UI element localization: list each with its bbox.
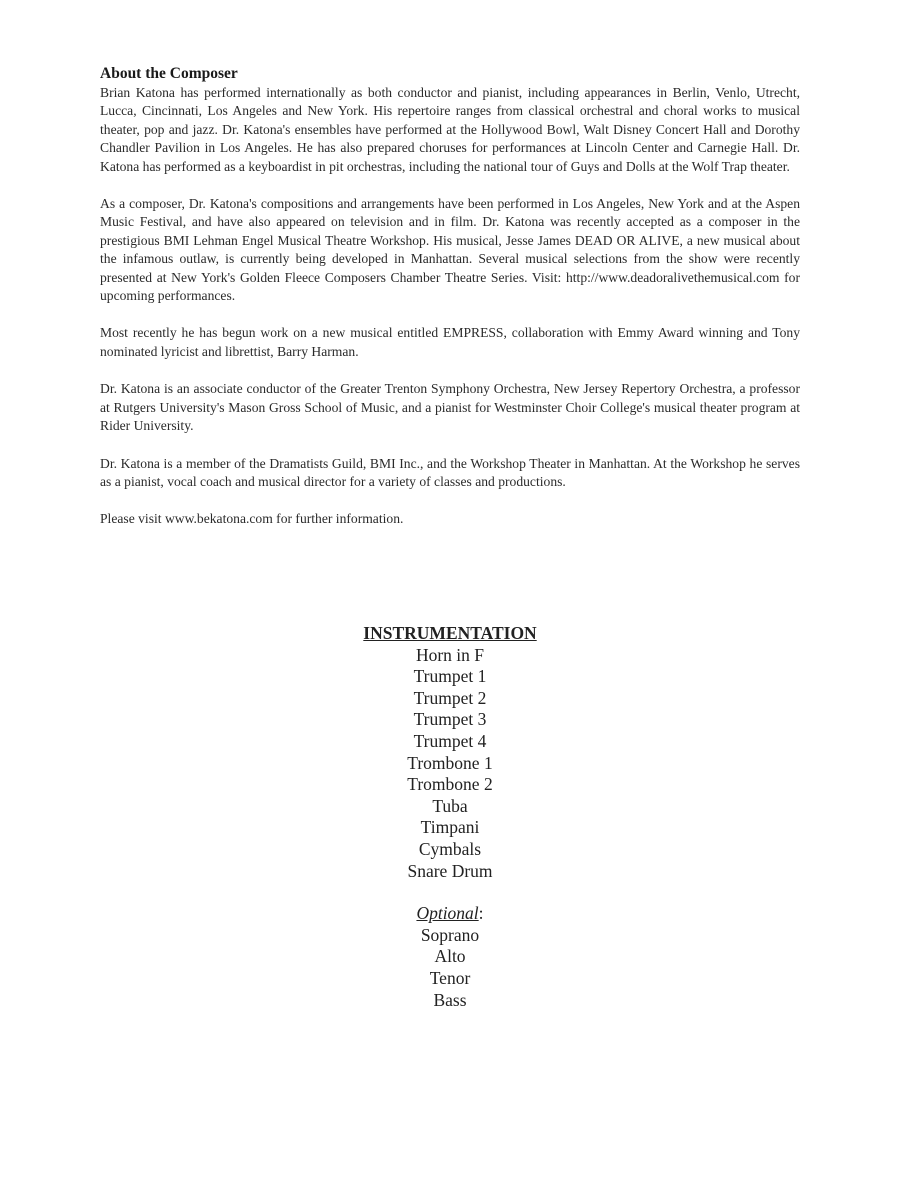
optional-label (0, 903, 900, 925)
instrument-item: Trumpet 1 (413, 666, 487, 687)
bio-paragraph: Please visit www.bekatona.com for further information. (100, 511, 404, 527)
optional-label-colon: : (478, 903, 484, 924)
optional-voice-item: Bass (433, 989, 467, 1010)
bio-paragraph: Most recently he has begun work on a new musical entitled EMPRESS, collaboration with Emmy Award winning and Tony nominated lyricist and librettist, Barry Harman. (100, 325, 800, 359)
instrument-item: Trumpet 2 (413, 687, 487, 708)
section-heading: About the Composer (100, 65, 238, 82)
instrumentation-heading: INSTRUMENTATION (363, 623, 537, 643)
instrument-item: Cymbals (418, 838, 482, 859)
instrument-item: Trombone 1 (407, 752, 493, 773)
instrument-item: Timpani (420, 817, 480, 838)
instrumentation-section (0, 623, 900, 1011)
optional-label-text: Optional (416, 903, 479, 924)
optional-voice-item: Soprano (420, 924, 480, 945)
optional-voice-item: Tenor (429, 967, 471, 988)
bio-paragraph: Dr. Katona is a member of the Dramatists Guild, BMI Inc., and the Workshop Theater in Manhattan. At the Workshop he serves as a pianist, vocal coach and musical director for a variety of classes and productions. (100, 455, 800, 489)
bio-paragraph: Dr. Katona is an associate conductor of the Greater Trenton Symphony Orchestra, New Jersey Repertory Orchestra, a professor at Rutgers University's Mason Gross School of Music, and a pianist for Westminster Choir College's musical theater program at Rider University. (100, 381, 800, 434)
instrument-item: Tuba (432, 795, 468, 816)
bio-paragraph: Brian Katona has performed internationally as both conductor and pianist, including appearances in Berlin, Venlo, Utrecht, Lucca, Cincinnati, Los Angeles and New York. His repertoire ranges from classical orchestral and choral works to musical theater, pop and jazz. Dr. Katona's ensembles have performed at the Hollywood Bowl, Walt Disney Concert Hall and Dorothy Chandler Pavilion in Los Angeles. He has also prepared choruses for performances at Lincoln Center and Carnegie Hall. Dr. Katona has performed as a keyboardist in pit orchestras, including the national tour of Guys and Dolls at the Wolf Trap theater. (100, 85, 800, 174)
instrument-item: Trombone 2 (407, 774, 493, 795)
instrument-item: Trumpet 4 (413, 730, 487, 751)
bio-paragraph: As a composer, Dr. Katona's compositions and arrangements have been performed in Los Angeles, New York and at the Aspen Music Festival, and have also appeared on television and in film. Dr. Katona was recently accepted as a composer in the prestigious BMI Lehman Engel Musical Theatre Workshop. His musical, Jesse James DEAD OR ALIVE, a new musical about the infamous outlaw, is currently being developed in Manhattan. Several musical selections from the show were recently presented at New York's Golden Fleece Composers Chamber Theatre Series. Visit: http://www.deadoralivethemusical.com for upcoming performances. (100, 196, 800, 304)
optional-voice-item: Alto (434, 946, 466, 967)
about-composer-section (100, 64, 800, 548)
spacer (0, 882, 900, 903)
instrument-item: Horn in F (415, 644, 485, 665)
instrument-item: Snare Drum (407, 860, 493, 881)
instrument-item: Trumpet 3 (413, 709, 487, 730)
